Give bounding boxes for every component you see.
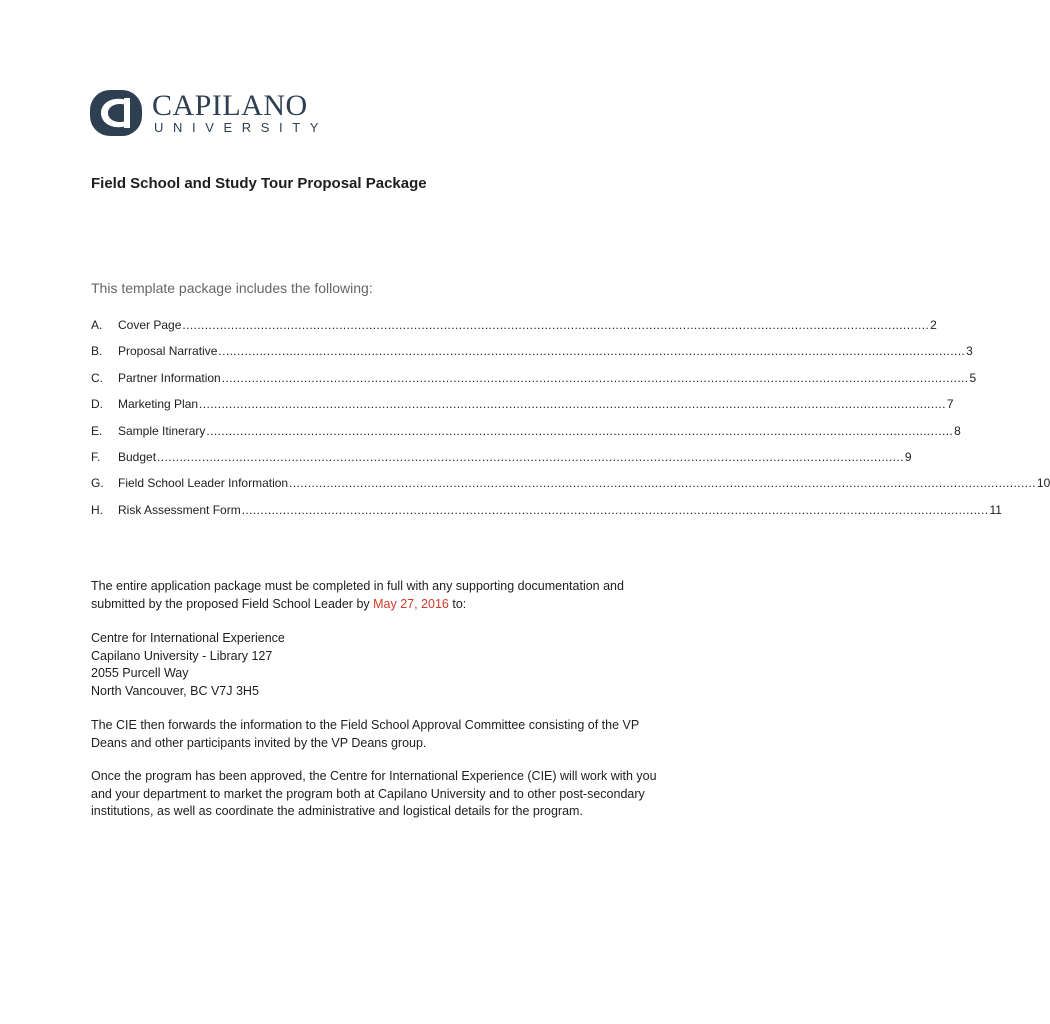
toc-item xyxy=(91,344,973,370)
approval-paragraph xyxy=(91,768,691,821)
submission-line-2 xyxy=(91,596,691,614)
submission-text: submitted by the proposed Field School Leader by xyxy=(91,596,374,611)
table-of-contents xyxy=(91,318,1050,529)
toc-page: 7 xyxy=(946,397,954,412)
toc-letter: D. xyxy=(91,397,103,412)
toc-leader: ........................................................................................................................................................................................................ xyxy=(206,423,954,438)
submission-line-1: The entire application package must be completed in full with any supporting documentation and xyxy=(91,579,624,593)
toc-leader: ........................................................................................................................................................................................................ xyxy=(157,449,904,464)
toc-label: Sample Itinerary xyxy=(118,423,206,438)
toc-label: Budget xyxy=(118,449,157,464)
toc-item xyxy=(91,502,1002,529)
toc-leader: ........................................................................................................................................................................................................ xyxy=(182,318,930,332)
paragraph-line: institutions, as well as coordinate the administrative and logistical details for the program. xyxy=(91,804,583,818)
deadline-date: May 27, 2016 xyxy=(373,596,449,611)
toc-leader: ........................................................................................................................................................................................................ xyxy=(218,344,966,359)
address-line: 2055 Purcell Way xyxy=(91,666,189,680)
toc-letter: E. xyxy=(91,423,103,438)
toc-label: Marketing Plan xyxy=(118,397,199,412)
paragraph-line: The CIE then forwards the information to the Field School Approval Committee consisting of the VP xyxy=(91,718,640,732)
toc-item xyxy=(91,370,977,397)
toc-letter: A. xyxy=(91,318,103,332)
toc-page: 8 xyxy=(954,423,961,438)
paragraph-line: Once the program has been approved, the Centre for International Experience (CIE) will work with you xyxy=(91,769,657,783)
submission-text-end: to: xyxy=(448,596,467,611)
toc-label: Risk Assessment Form xyxy=(118,502,241,517)
submission-paragraph xyxy=(91,578,691,613)
capilano-university-logo xyxy=(90,90,330,138)
toc-page: 9 xyxy=(904,449,912,464)
toc-page: 3 xyxy=(966,344,973,359)
toc-letter: F. xyxy=(91,449,101,464)
paragraph-line: and your department to market the program both at Capilano University and to other post-secondary xyxy=(91,786,645,801)
toc-item xyxy=(91,423,961,450)
toc-item xyxy=(91,397,954,423)
mailing-address xyxy=(91,630,691,700)
toc-page: 2 xyxy=(930,318,937,332)
toc-letter: C. xyxy=(91,370,103,385)
committee-paragraph xyxy=(91,717,691,752)
address-line: Capilano University - Library 127 xyxy=(91,648,273,663)
toc-item xyxy=(91,476,1050,502)
toc-label: Cover Page xyxy=(118,318,182,332)
logo-wordmark: CAPILANO xyxy=(152,89,308,122)
capilano-logo-icon xyxy=(90,90,142,136)
toc-label: Proposal Narrative xyxy=(118,344,218,359)
toc-label: Partner Information xyxy=(118,370,221,385)
toc-leader: ........................................................................................................................................................................................................ xyxy=(241,502,989,517)
toc-page: 10 xyxy=(1036,476,1050,491)
toc-item xyxy=(91,449,912,476)
toc-letter: B. xyxy=(91,344,103,359)
address-line: North Vancouver, BC V7J 3H5 xyxy=(91,683,259,698)
toc-item xyxy=(91,318,937,344)
toc-leader: ........................................................................................................................................................................................................ xyxy=(199,397,946,412)
toc-letter: H. xyxy=(91,502,103,517)
toc-label: Field School Leader Information xyxy=(118,476,289,491)
toc-page: 11 xyxy=(989,502,1002,517)
logo-subtitle: UNIVERSITY xyxy=(154,120,329,135)
address-line: Centre for International Experience xyxy=(91,631,285,645)
toc-leader: ........................................................................................................................................................................................................ xyxy=(221,370,969,385)
paragraph-line: Deans and other participants invited by the VP Deans group. xyxy=(91,735,427,750)
intro-text: This template package includes the following: xyxy=(91,280,373,296)
toc-letter: G. xyxy=(91,476,104,491)
toc-leader: ........................................................................................................................................................................................................ xyxy=(289,476,1036,491)
toc-page: 5 xyxy=(969,370,977,385)
document-title: Field School and Study Tour Proposal Package xyxy=(91,175,427,192)
